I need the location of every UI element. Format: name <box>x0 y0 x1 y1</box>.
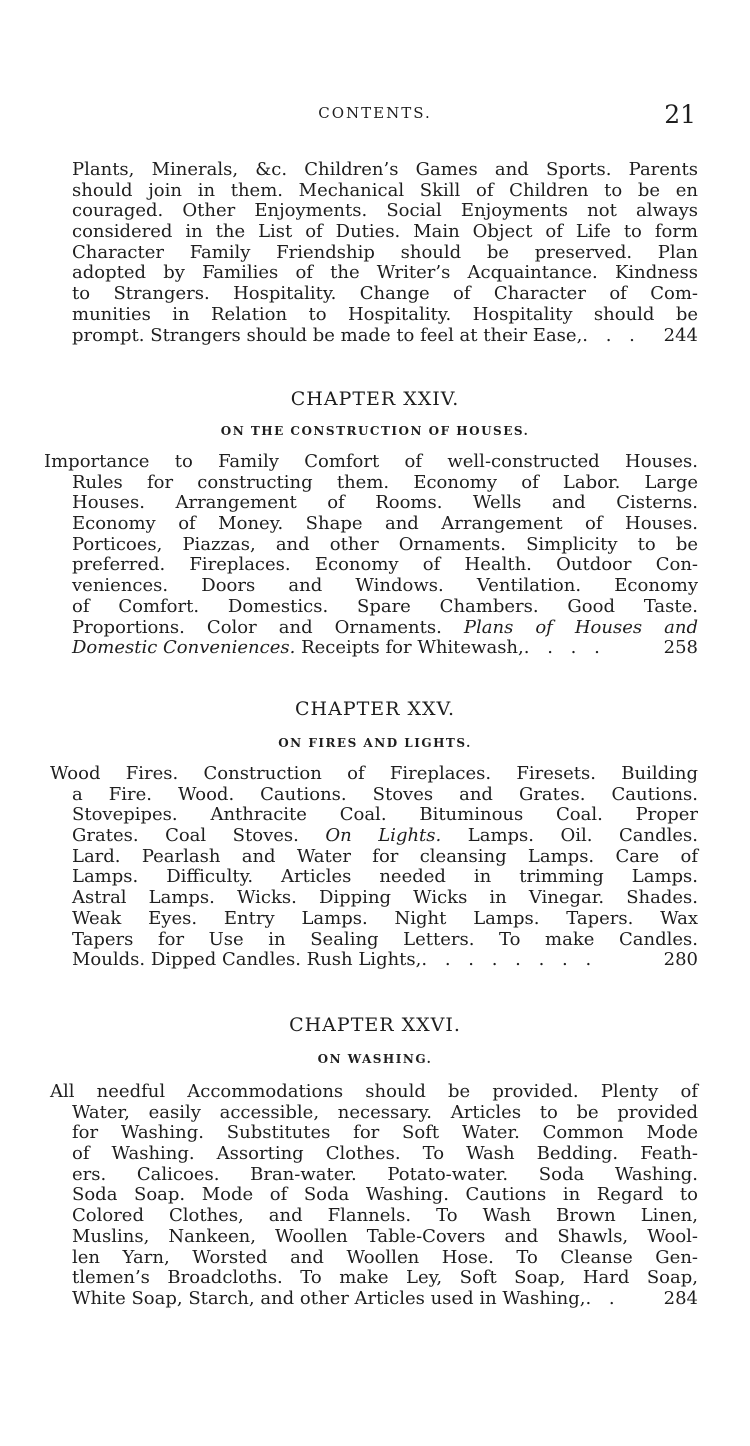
entry-line: Water, easily accessible, necessary. Articles to be provided <box>72 1101 698 1123</box>
entry-line: Houses. Arrangement of Rooms. Wells and Cisterns. <box>72 492 698 514</box>
entry-page-ref: 280 <box>663 949 698 971</box>
entry-last-text: Moulds. Dipped Candles. Rush Lights, <box>72 949 422 971</box>
entry-line: Rules for constructing them. Economy of Labor. Large <box>72 471 698 493</box>
entry-line: tlemen’s Broadcloths. To make Ley, Soft Soap, Hard Soap, <box>72 1267 698 1289</box>
entry-line: Tapers for Use in Sealing Letters. To make Candles. <box>72 928 698 950</box>
chapter-heading: CHAPTER XXIV. <box>290 388 460 410</box>
entry-line: Astral Lamps. Wicks. Dipping Wicks in Vinegar. Shades. <box>72 887 698 909</box>
entry-italic-text: On Lights. <box>325 825 442 847</box>
entry-text: Grates. Coal Stoves. <box>72 825 299 847</box>
entry-text: Proportions. Color and Ornaments. <box>72 616 442 638</box>
entry-line: len Yarn, Worsted and Woollen Hose. To Cleanse Gen- <box>72 1246 698 1268</box>
entry-line: of Comfort. Domestics. Spare Chambers. Good Taste. <box>72 595 698 617</box>
entry-italic-text: Domestic Conveniences. <box>72 637 296 659</box>
entry-line: preferred. Fireplaces. Economy of Health. Outdoor Con- <box>72 554 698 576</box>
chapter-entry <box>50 764 698 971</box>
entry-line: Plants, Minerals, &c. Children’s Games and Sports. Parents <box>72 159 698 180</box>
chapter-subtitle: ON THE CONSTRUCTION OF HOUSES. <box>220 424 530 438</box>
entry-line: for Washing. Substitutes for Soft Water. Common Mode <box>72 1122 698 1144</box>
entry-page-ref: 284 <box>663 1287 698 1309</box>
leader-dots: . . . . . . . . <box>421 950 598 971</box>
entry-line: veniences. Doors and Windows. Ventilation. Economy <box>72 575 698 597</box>
chapter-subtitle: ON WASHING. <box>317 1052 433 1066</box>
entry-line: All needful Accommodations should be provided. Plenty of <box>50 1081 698 1102</box>
chapter-entry <box>44 451 698 659</box>
entry-line: Importance to Family Comfort of well-constructed Houses. <box>44 451 698 472</box>
entry-line: considered in the List of Duties. Main Object of Life to form <box>72 221 698 243</box>
entry-line: should join in them. Mechanical Skill of Children to be en <box>72 179 698 201</box>
chapter-heading: CHAPTER XXVI. <box>289 1014 461 1036</box>
entry-line: Weak Eyes. Entry Lamps. Night Lamps. Tapers. Wax <box>72 907 698 929</box>
entry-line: munities in Relation to Hospitality. Hospitality should be <box>72 303 698 325</box>
intro-entry <box>50 160 698 346</box>
entry-line: ers. Calicoes. Bran-water. Potato-water. Soda Washing. <box>72 1163 698 1185</box>
entry-line: Porticoes, Piazzas, and other Ornaments. Simplicity to be <box>72 533 698 555</box>
entry-last-line <box>50 638 698 659</box>
running-head: CONTENTS. <box>318 104 432 122</box>
entry-last-text <box>72 638 524 659</box>
entry-line: adopted by Families of the Writer’s Acquaintance. Kindness <box>72 262 698 284</box>
entry-last-line <box>50 1289 698 1310</box>
chapter-entry <box>50 1082 698 1310</box>
entry-line: Lamps. Difficulty. Articles needed in trimming Lamps. <box>72 866 698 888</box>
entry-line: a Fire. Wood. Cautions. Stoves and Grates. Cautions. <box>72 783 698 805</box>
entry-last-text: White Soap, Starch, and other Articles used in Washing, <box>72 1287 586 1309</box>
entry-last-line <box>50 326 698 347</box>
page-number: 21 <box>664 100 696 129</box>
entry-line: of Washing. Assorting Clothes. To Wash Bedding. Feath- <box>72 1143 698 1165</box>
entry-line: Character Family Friendship should be preserved. Plan <box>72 241 698 263</box>
entry-line: Stovepipes. Anthracite Coal. Bituminous Coal. Proper <box>72 804 698 826</box>
entry-line: Lard. Pearlash and Water for cleansing Lamps. Care of <box>72 845 698 867</box>
entry-line: Wood Fires. Construction of Fireplaces. Firesets. Building <box>50 763 698 784</box>
entry-last-text: prompt. Strangers should be made to feel at their Ease, <box>72 324 583 346</box>
entry-italic-text: Plans of Houses and <box>463 616 698 638</box>
entry-line: couraged. Other Enjoyments. Social Enjoyments not always <box>72 200 698 222</box>
entry-line: Soda Soap. Mode of Soda Washing. Cautions in Regard to <box>72 1184 698 1206</box>
entry-line: Economy of Money. Shape and Arrangement of Houses. <box>72 513 698 535</box>
entry-line: to Strangers. Hospitality. Change of Character of Com- <box>72 283 698 305</box>
entry-line <box>50 618 698 639</box>
entry-last-line <box>50 950 698 971</box>
entry-text: Receipts for Whitewash, <box>301 637 524 659</box>
leader-dots: . . . . <box>523 638 606 659</box>
leader-dots: . . <box>585 1288 621 1309</box>
entry-line: Muslins, Nankeen, Woollen Table-Covers and Shawls, Wool- <box>72 1225 698 1247</box>
entry-page-ref: 244 <box>663 324 698 346</box>
entry-text: Lamps. Oil. Candles. <box>467 825 698 847</box>
chapter-heading: CHAPTER XXV. <box>295 698 455 720</box>
leader-dots: . . . <box>582 325 641 346</box>
chapter-subtitle: ON FIRES AND LIGHTS. <box>278 736 472 750</box>
entry-page-ref: 258 <box>663 637 698 659</box>
entry-line: Colored Clothes, and Flannels. To Wash Brown Linen, <box>72 1205 698 1227</box>
entry-line <box>50 826 698 847</box>
